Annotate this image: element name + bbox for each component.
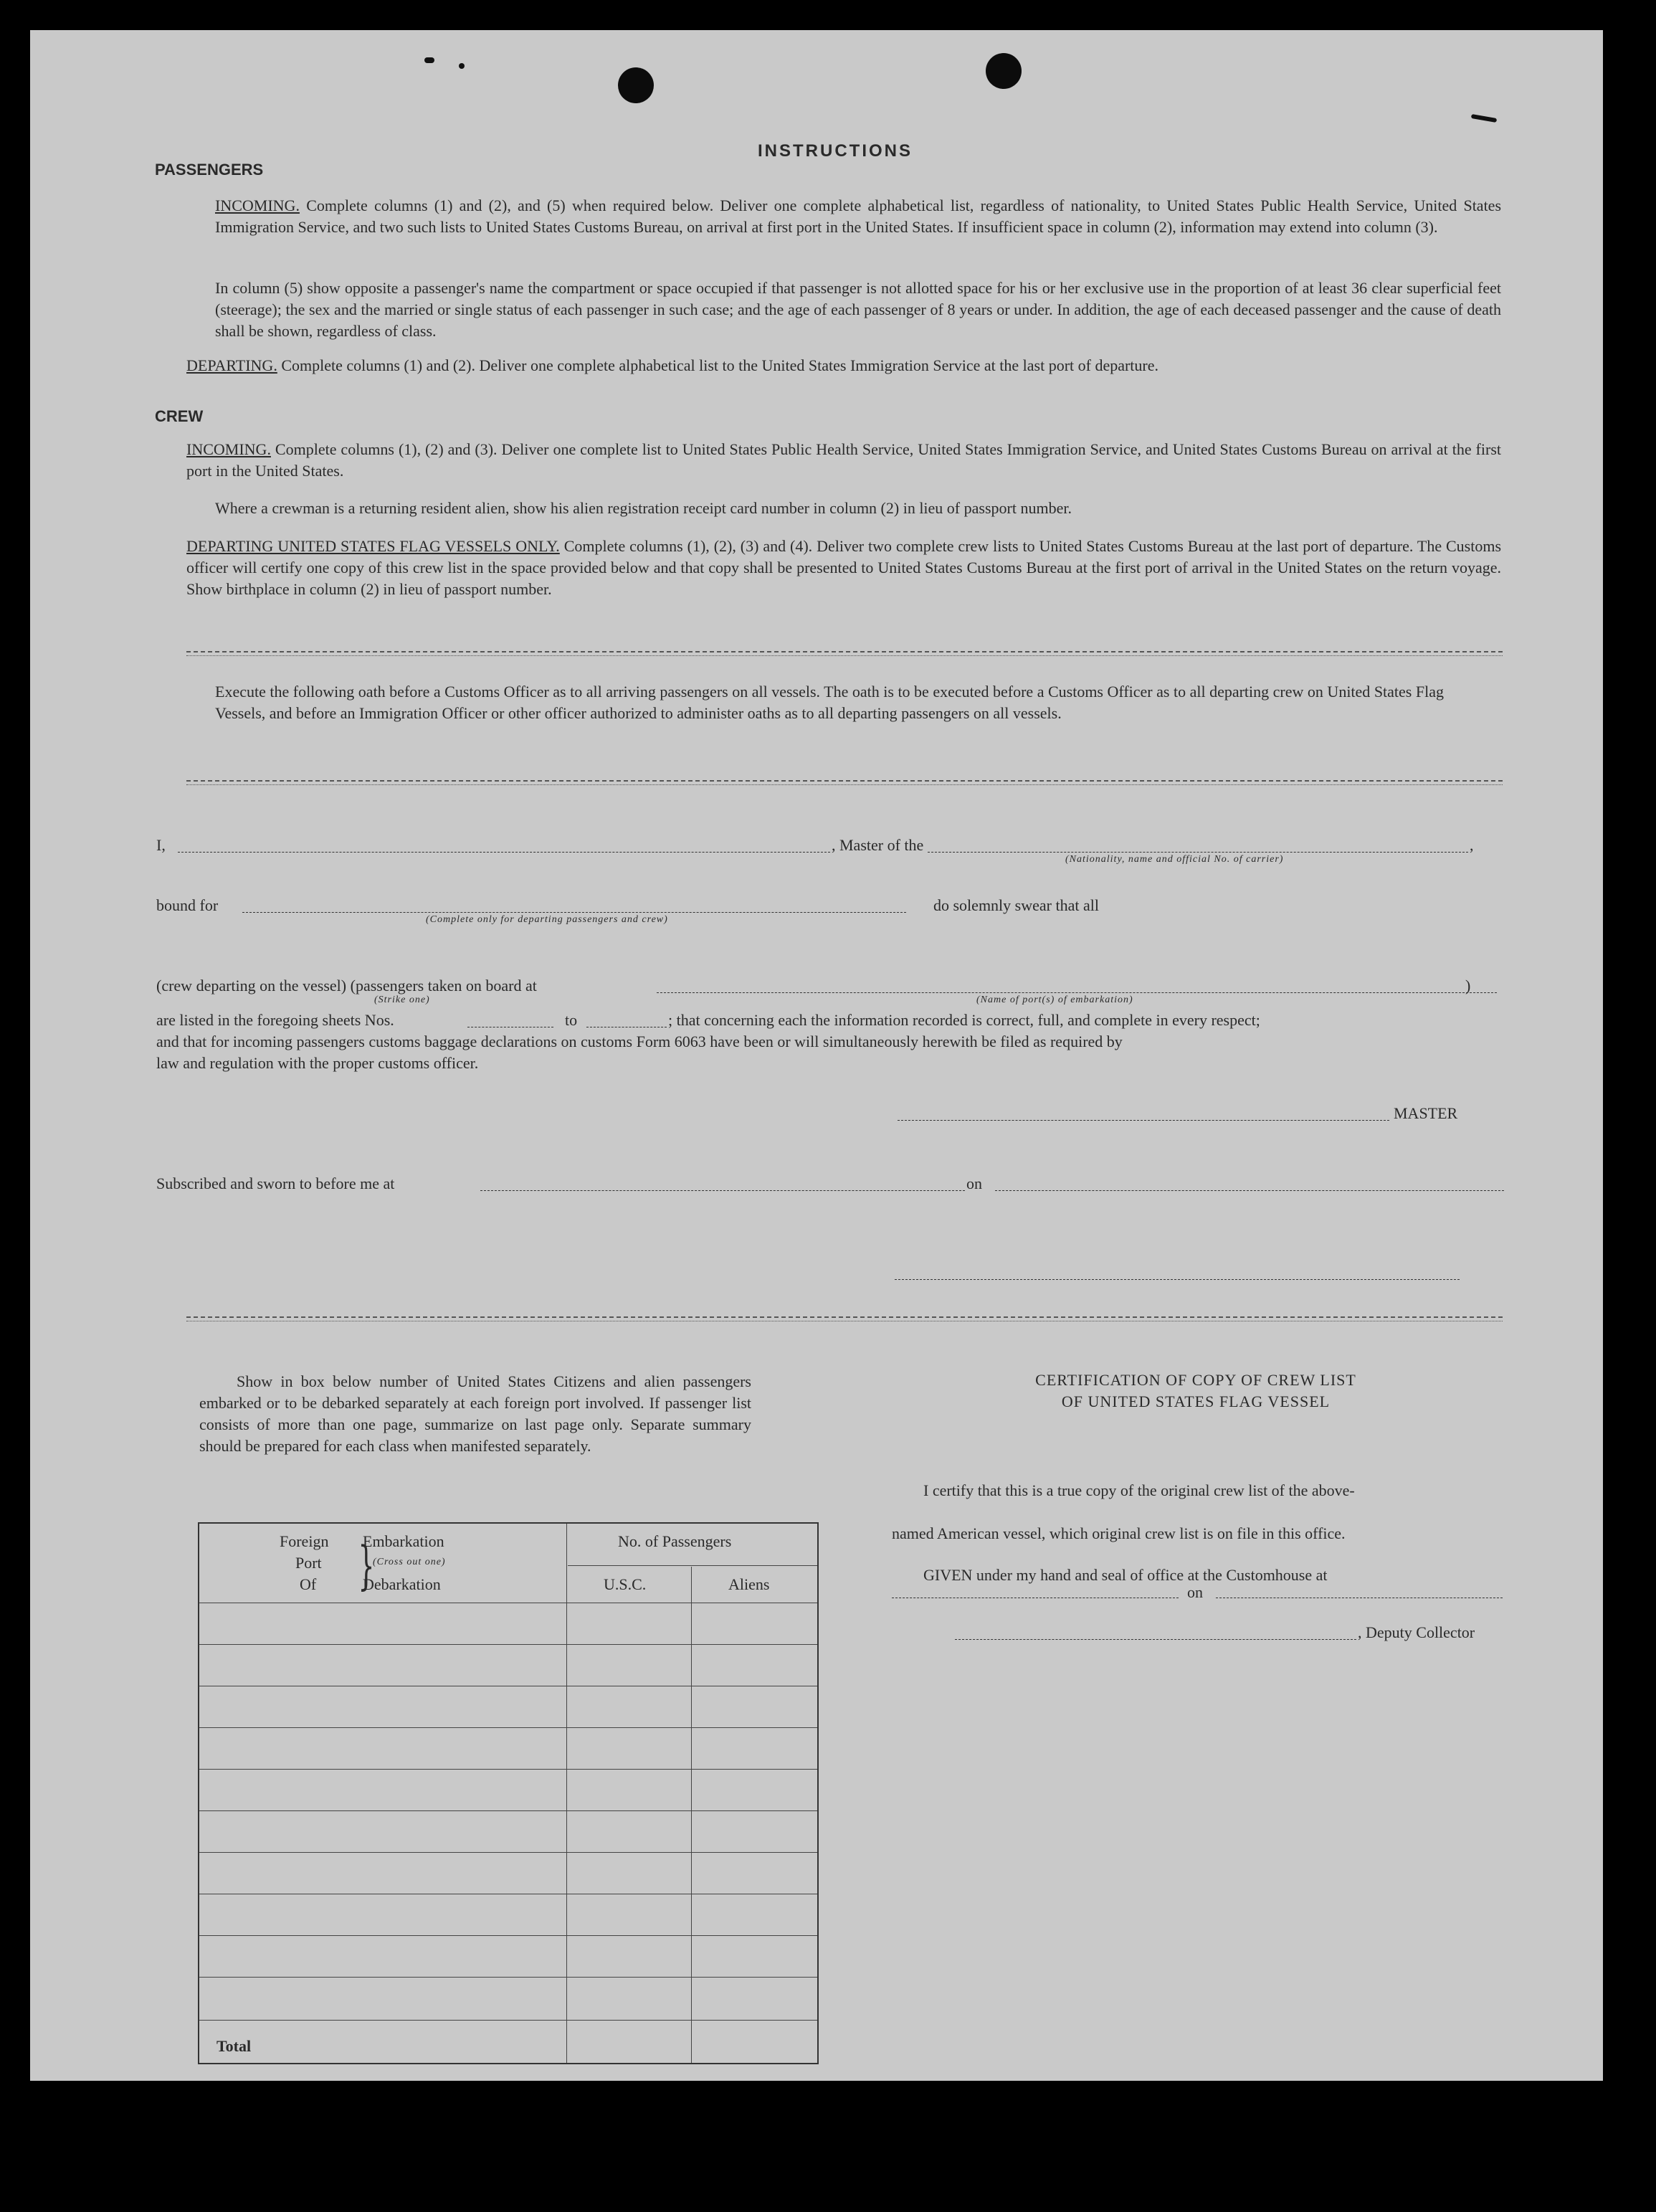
section-divider xyxy=(186,780,1503,782)
passengers-incoming-label: INCOMING. xyxy=(215,196,300,214)
given-line: GIVEN under my hand and seal of office at the Customhouse at xyxy=(923,1566,1328,1584)
certify-line-2: named American vessel, which original crew list is on file in this office. xyxy=(892,1524,1346,1542)
passengers-incoming-text xyxy=(215,195,1502,238)
section-divider xyxy=(186,655,1503,656)
passenger-summary-table xyxy=(198,1522,819,2064)
debarkation-label: Debarkation xyxy=(363,1575,441,1593)
listed-statement: ; that concerning each the information recorded is correct, full, and complete in every respect; xyxy=(668,1011,1260,1029)
master-name-field[interactable] xyxy=(178,852,830,853)
aliens-header: Aliens xyxy=(728,1575,770,1593)
oath-instructions: Execute the following oath before a Customs Officer as to all arriving passengers on all vessels. The oath is to be executed before a Customs Officer as to all departing crew on United States Flag Vessels, and before an Immigration Officer or other officer authorized to administer oaths as to all departing passengers on all vessels. xyxy=(215,683,1444,722)
deputy-signature-field[interactable] xyxy=(955,1639,1356,1640)
nationality-hint: (Nationality, name and official No. of carrier) xyxy=(1065,854,1284,865)
listed-statement-3: law and regulation with the proper customs officer. xyxy=(156,1054,479,1072)
crew-departing-text xyxy=(186,536,1501,600)
certification-title-2: OF UNITED STATES FLAG VESSEL xyxy=(1061,1392,1331,1410)
crew-incoming-label: INCOMING. xyxy=(186,440,271,458)
passengers-departing-body: Complete columns (1) and (2). Deliver one complete alphabetical list to the United States Immigration Service at the last port of departure. xyxy=(281,356,1159,374)
section-divider xyxy=(186,651,1503,652)
listed-statement-2: and that for incoming passengers customs baggage declarations on customs Form 6063 have been or will simultaneously herewith be filed as required by xyxy=(156,1033,1123,1050)
crew-incoming-body: Complete columns (1), (2) and (3). Deliver one complete list to United States Public Health Service, United States Immigration Service, and United States Customs Bureau on arrival at the first port in the United States. xyxy=(186,440,1501,480)
certify-line-1: I certify that this is a true copy of the original crew list of the above- xyxy=(923,1481,1355,1499)
cert-on-label: on xyxy=(1187,1583,1203,1601)
punch-hole-right xyxy=(986,53,1022,89)
listed-sheets-label: are listed in the foregoing sheets Nos. xyxy=(156,1011,394,1029)
carrier-field[interactable] xyxy=(928,852,1468,853)
passengers-column5-text: In column (5) show opposite a passenger's name the compartment or space occupied if that passenger is not allotted space for his or her exclusive use in the proportion of at least 36 clear superficial feet (steerage); the sex and the married or single status of each passenger in such case; and the age of each passenger of 8 years or under. In addition, the age of each deceased passenger and the cause of death shall be shown, regardless of class. xyxy=(215,279,1501,340)
master-signature-field[interactable] xyxy=(898,1120,1389,1121)
officer-signature-field[interactable] xyxy=(895,1279,1460,1280)
ink-mark xyxy=(1471,114,1497,123)
oath-i-label: I, xyxy=(156,836,166,854)
complete-only-hint: (Complete only for departing passengers and crew) xyxy=(426,914,668,925)
oath-master-of-label: , Master of the xyxy=(832,836,924,854)
page-title: INSTRUCTIONS xyxy=(758,141,913,161)
cross-out-hint: (Cross out one) xyxy=(373,1557,446,1567)
section-divider xyxy=(186,784,1503,785)
no-passengers-header: No. of Passengers xyxy=(618,1532,732,1550)
foreign-label: Foreign xyxy=(280,1532,329,1550)
crew-departing-label: DEPARTING UNITED STATES FLAG VESSELS ONLY. xyxy=(186,537,560,555)
usc-header: U.S.C. xyxy=(604,1575,647,1593)
subscribed-date-field[interactable] xyxy=(995,1190,1504,1191)
brace-glyph: } xyxy=(358,1535,375,1595)
oath-comma: , xyxy=(1470,836,1474,854)
summary-instructions: Show in box below number of United States Citizens and alien passengers embarked or to be debarked separately at each foreign port involved. If passenger list consists of more than one page, summarize on last page only. Separate summary should be prepared for each class when manifested separately. xyxy=(199,1372,751,1455)
bound-for-field[interactable] xyxy=(242,912,906,913)
crew-resident-text: Where a crewman is a returning resident alien, show his alien registration receipt card number in column (2) in lieu of passport number. xyxy=(215,499,1072,517)
crew-departing-option: (crew departing on the vessel) (passengers taken on board at xyxy=(156,977,537,995)
oath-close-paren: ) xyxy=(1465,977,1471,995)
total-label: Total xyxy=(216,2037,252,2055)
subscribed-label: Subscribed and sworn to before me at xyxy=(156,1174,395,1192)
strike-one-hint: (Strike one) xyxy=(374,995,430,1005)
embarkation-port-field[interactable] xyxy=(657,992,1497,993)
subscribed-on-label: on xyxy=(966,1174,982,1192)
deputy-collector-label: , Deputy Collector xyxy=(1358,1623,1475,1641)
passengers-departing-text xyxy=(186,355,1501,376)
listed-to-label: to xyxy=(565,1011,578,1029)
crew-departing-body: Complete columns (1), (2), (3) and (4). Deliver two complete crew lists to United States Customs Bureau at the last port of departure. The Customs officer will certify one copy of this crew list in the space provided below and that copy shall be presented to United States Customs Bureau at the first port of arrival in the United States on the return voyage. Show birthplace in column (2) in lieu of passport number. xyxy=(186,537,1502,598)
ink-mark xyxy=(459,63,465,69)
subscribed-place-field[interactable] xyxy=(480,1190,965,1191)
passengers-heading: PASSENGERS xyxy=(155,161,264,179)
passengers-departing-label: DEPARTING. xyxy=(186,356,277,374)
swear-text: do solemnly swear that all xyxy=(933,896,1099,914)
bound-for-label: bound for xyxy=(156,896,219,914)
certification-title-1: CERTIFICATION OF COPY OF CREW LIST xyxy=(1035,1371,1356,1389)
punch-hole-left xyxy=(618,67,654,103)
form-page xyxy=(30,30,1603,2081)
master-label: MASTER xyxy=(1394,1104,1458,1122)
passengers-incoming-body: Complete columns (1) and (2), and (5) when required below. Deliver one complete alphabetical list, regardless of nationality, to United States Public Health Service, United States Immigration Service, and two such lists to United States Customs Bureau, on arrival at first port in the United States. If insufficient space in column (2), information may extend into column (3). xyxy=(215,196,1502,236)
ports-hint: (Name of port(s) of embarkation) xyxy=(976,995,1133,1005)
embarkation-label: Embarkation xyxy=(363,1532,444,1550)
port-label: Port xyxy=(295,1554,322,1572)
crew-incoming-text xyxy=(186,439,1501,482)
of-label: Of xyxy=(300,1575,317,1593)
section-divider xyxy=(186,1316,1503,1318)
crew-heading: CREW xyxy=(155,407,204,425)
ink-mark xyxy=(424,57,434,63)
